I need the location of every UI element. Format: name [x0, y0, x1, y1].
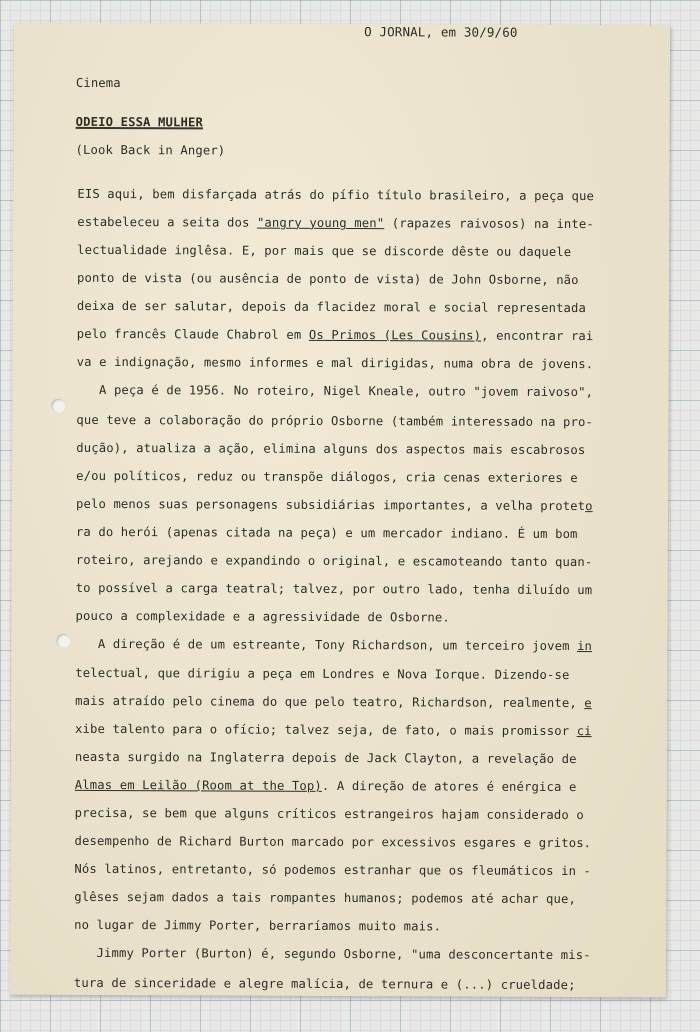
- text-line: [75, 601, 635, 631]
- line-text: (rapazes raivosos) na inte-: [384, 216, 594, 232]
- text-line: [75, 771, 635, 801]
- line-text: pelo menos suas personagens subsidiárias importantes, a velha protet: [75, 496, 586, 513]
- text-line: [74, 855, 634, 885]
- line-text: Nós latinos, entretanto, só podemos estranhar que os fleumáticos in -: [74, 861, 592, 879]
- article-body: [74, 180, 638, 999]
- line-text: EIS aqui, bem disfarçada atrás do pífio título brasileiro, a peça que: [77, 186, 595, 204]
- line-text: va e indignação, mesmo informes e mal dirigidas, numa obra de jovens.: [76, 354, 594, 372]
- text-line: [77, 264, 637, 294]
- text-line: [77, 292, 637, 322]
- line-text: xibe talento para o ofício; talvez seja, de fato, o mais promissor: [75, 721, 577, 739]
- line-text: A direção é de um estreante, Tony Richardson, um terceiro jovem: [75, 636, 578, 653]
- line-text: Jimmy Porter (Burton) é, segundo Osborne, "uma desconcertante mis-: [74, 945, 591, 963]
- text-line: [75, 715, 635, 745]
- text-line: [75, 743, 635, 773]
- line-text: que teve a colaboração do próprio Osborne (também interessado na pro-: [76, 412, 594, 429]
- text-line: [77, 208, 637, 238]
- line-text: lectualidade inglêsa. E, por mais que se discorde dêste ou daquele: [77, 242, 572, 260]
- text-line: [75, 659, 635, 689]
- text-line: [76, 489, 636, 519]
- text-line: [74, 911, 634, 941]
- newspaper-header: O JORNAL, em 30/9/60: [364, 24, 518, 40]
- line-text: roteiro, arejando e expandindo o original, e escamoteando tanto quan-: [75, 552, 593, 569]
- text-line: [74, 827, 634, 857]
- line-text: ra do herói (apenas citada na peça) e um mercador indiano. É um bom: [75, 524, 578, 541]
- text-line: [75, 687, 635, 717]
- text-line: [77, 236, 637, 266]
- article-title: ODEIO ESSA MULHER: [75, 114, 204, 130]
- line-text: glêses sejam dados a tais rompantes humanos; podemos até achar que,: [74, 889, 577, 907]
- underlined-text: "angry young men": [256, 215, 385, 231]
- line-text: precisa, se bem que alguns críticos estrangeiros hajam considerado o: [74, 805, 584, 823]
- text-line: [76, 461, 636, 491]
- line-text: A peça é de 1956. No roteiro, Nigel Kneale, outro "jovem raivoso",: [76, 382, 594, 400]
- text-line: [77, 320, 637, 350]
- line-text: tura de sinceridade e alegre malícia, de ternura e (...) crueldade;: [73, 975, 576, 992]
- line-text: , encontrar rai: [481, 328, 594, 344]
- text-line: [76, 573, 636, 603]
- line-text: estabeleceu a seita dos: [77, 214, 257, 230]
- punch-hole: [51, 399, 65, 413]
- line-text: telectual, que dirigiu a peça em Londres e Nova Iorque. Dizendo-se: [75, 665, 570, 683]
- underlined-text: o: [585, 498, 593, 513]
- line-text: pouco a complexidade e a agressividade de Osborne.: [75, 608, 450, 624]
- underlined-text: in: [577, 638, 593, 653]
- underlined-text: ci: [576, 724, 592, 739]
- underlined-text: Almas em Leilão (Room at the Top): [74, 777, 322, 793]
- text-line: [77, 180, 637, 210]
- line-text: e/ou políticos, reduz ou transpõe diálogos, cria cenas exteriores e: [76, 468, 578, 485]
- line-text: ponto de vista (ou ausência de ponto de vista) de John Osborne, não: [76, 270, 579, 288]
- text-line: [76, 517, 636, 547]
- text-line: [77, 348, 637, 378]
- typewritten-page: [10, 23, 670, 998]
- line-text: to possível a carga teatral; talvez, por outro lado, tenha diluído um: [75, 580, 593, 597]
- text-line: [74, 883, 634, 913]
- underlined-text: e: [584, 696, 592, 711]
- text-line: [75, 799, 635, 829]
- line-text: no lugar de Jimmy Porter, berraríamos muito mais.: [74, 917, 442, 934]
- text-line: [75, 629, 635, 661]
- original-title: (Look Back in Anger): [75, 142, 226, 158]
- text-line: [76, 545, 636, 575]
- underlined-text: Os Primos (Les Cousins): [308, 327, 482, 343]
- line-text: mais atraído pelo cinema do que pelo teatro, Richardson, realmente,: [75, 693, 585, 711]
- line-text: neasta surgido na Inglaterra depois de Jack Clayton, a revelação de: [74, 749, 577, 767]
- text-line: [76, 433, 636, 463]
- text-line: [76, 376, 636, 408]
- line-text: dução), atualiza a ação, elimina alguns dos aspectos mais escabrosos: [76, 440, 586, 457]
- punch-hole: [56, 634, 70, 648]
- line-text: pelo francês Claude Chabrol em: [76, 326, 309, 342]
- section-label: Cinema: [75, 75, 121, 91]
- line-text: desempenho de Richard Burton marcado por excessivos esgares e gritos.: [74, 833, 592, 851]
- line-text: deixa de ser salutar, depois da flacidez moral e social representada: [76, 298, 587, 316]
- line-text: . A direção de atores é enérgica e: [321, 778, 577, 795]
- text-line: [76, 405, 636, 435]
- text-line: [74, 939, 634, 971]
- text-line: [74, 968, 634, 998]
